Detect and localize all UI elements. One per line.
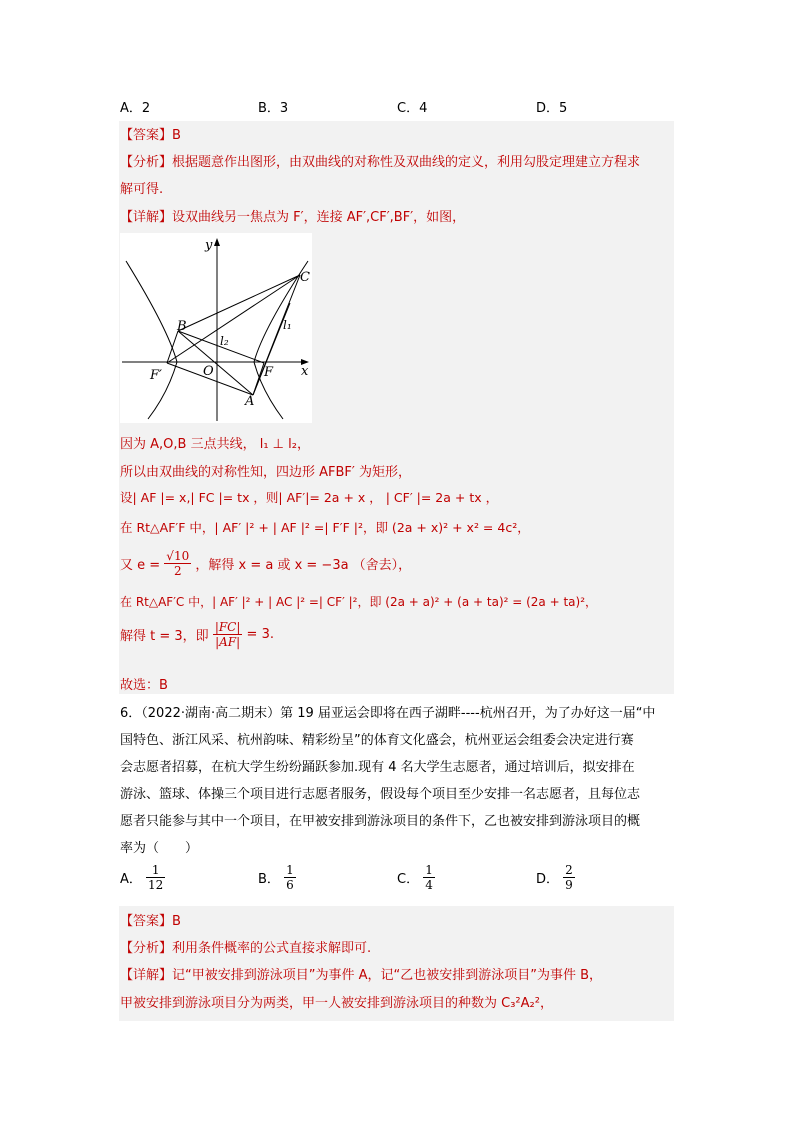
q5-step-1: 因为 A,O,B 三点共线， l₁ ⊥ l₂， [120, 437, 310, 452]
option-fraction [563, 863, 575, 892]
label-f: F [264, 365, 274, 380]
eccentricity-label: 又 e = [120, 558, 161, 573]
eccentricity-den: 2 [173, 564, 182, 578]
q5-detail [120, 206, 465, 225]
q6-stem-line-5: 愿者只能参与其中一个项目，在甲被安排到游泳项目的条件下，乙也被安排到游泳项目的概 [120, 814, 641, 829]
label-a: A [245, 394, 255, 409]
answer-value: B [172, 914, 181, 929]
analysis-tag: 【分析】 [120, 941, 173, 956]
option-fraction [284, 863, 296, 892]
q5-step-3: 设| AF |= x,| FC |= tx ，则| AF′|= 2a + x ， | CF′ |= 2a + tx ， [120, 490, 499, 505]
q6-detail [120, 964, 602, 983]
detail-text: 设双曲线另一焦点为 F′，连接 AF′,CF′,BF′，如图， [172, 210, 466, 225]
q6-stem-line-2: 国特色、浙江风采、杭州韵味、精彩纷呈”的体育文化盛会，杭州亚运会组委会决定进行赛 [120, 733, 634, 748]
t-solution: 解得 t = 3，即 [120, 629, 209, 644]
q5-answer [120, 124, 181, 143]
eccentricity-num: √10 [166, 549, 190, 563]
q5-final-choice: 故选：B [120, 678, 168, 693]
label-c: C [300, 270, 310, 285]
analysis-text: 利用条件概率的公式直接求解即可. [172, 941, 372, 956]
option-label: A． [120, 872, 142, 887]
option-num: 1 [146, 863, 165, 878]
q6-option-c [397, 863, 435, 892]
label-b: B [177, 319, 187, 334]
q5-step-4: 在 Rt△AF′F 中，| AF′ |² + | AF |² =| F′F |²，即 (2a + x)² + x² = 4c²， [120, 520, 530, 535]
answer-value: B [172, 128, 181, 143]
option-den: 12 [148, 878, 164, 892]
q5-step-7 [120, 620, 274, 649]
q5-analysis [120, 151, 640, 170]
label-y: y [205, 238, 213, 253]
q6-option-b [258, 863, 296, 892]
label-o: O [203, 364, 214, 379]
q6-stem-line-6: 率为（ ） [120, 841, 199, 856]
detail-tag: 【详解】 [120, 210, 173, 225]
q5-analysis-cont: 解可得. [120, 182, 164, 197]
q5-option-b: B．3 [258, 101, 289, 116]
q6-analysis [120, 937, 371, 956]
q6-option-d [536, 863, 575, 892]
q6-answer [120, 910, 181, 929]
option-label: B． [258, 872, 280, 887]
hyperbola-figure [120, 233, 312, 423]
eccentricity-fraction [164, 549, 191, 578]
option-fraction [146, 863, 165, 892]
q6-detail-cont: 甲被安排到游泳项目分为两类，甲一人被安排到游泳项目的种数为 C₃²A₂²， [120, 996, 553, 1011]
q6-stem-line-3: 会志愿者招募，在杭大学生纷纷踊跃参加.现有 4 名大学生志愿者，通过培训后，拟安排在 [120, 760, 635, 775]
detail-tag: 【详解】 [120, 968, 173, 983]
q6-stem-line-4: 游泳、篮球、体操三个项目进行志愿者服务，假设每个项目至少安排一名志愿者，且每位志 [120, 787, 641, 802]
option-den: 6 [286, 878, 294, 892]
option-num: 1 [425, 863, 433, 877]
detail-text: 记“甲被安排到游泳项目”为事件 A，记“乙也被安排到游泳项目”为事件 B， [172, 968, 603, 983]
analysis-tag: 【分析】 [120, 155, 173, 170]
eccentricity-solution: ，解得 x = a 或 x = −3a （舍去）， [195, 558, 412, 573]
q5-step-5 [120, 549, 411, 578]
q5-option-d: D．5 [536, 101, 568, 116]
ratio-fraction [213, 620, 243, 649]
ratio-num: |FC| [214, 620, 241, 634]
q5-option-a: A．2 [120, 101, 151, 116]
q5-step-2: 所以由双曲线的对称性知，四边形 AFBF′ 为矩形， [120, 465, 411, 480]
label-x: x [301, 364, 309, 379]
q5-option-c: C．4 [397, 101, 428, 116]
option-den: 4 [425, 878, 433, 892]
option-num: 2 [565, 863, 573, 877]
option-fraction [423, 863, 435, 892]
label-l1: l₁ [283, 318, 292, 332]
answer-tag: 【答案】 [120, 914, 173, 929]
ratio-den: |AF| [215, 635, 241, 649]
q6-stem-line-1: 6．（2022·湖南·高二期末）第 19 届亚运会即将在西子湖畔----杭州召开，为了办好这一届“中 [120, 706, 656, 721]
option-label: C． [397, 872, 420, 887]
label-l2: l₂ [220, 334, 229, 348]
analysis-text: 根据题意作出图形，由双曲线的对称性及双曲线的定义，利用勾股定理建立方程求 [172, 155, 641, 170]
option-label: D． [536, 872, 560, 887]
option-den: 9 [565, 878, 573, 892]
answer-tag: 【答案】 [120, 128, 173, 143]
label-fprime: F′ [150, 368, 162, 383]
option-num: 1 [286, 863, 294, 877]
q6-option-a [120, 863, 165, 892]
q5-step-6: 在 Rt△AF′C 中，| AF′ |² + | AC |² =| CF′ |²，即 (2a + a)² + (a + ta)² = (2a + ta)²， [120, 595, 598, 609]
ratio-value: = 3. [246, 627, 274, 642]
